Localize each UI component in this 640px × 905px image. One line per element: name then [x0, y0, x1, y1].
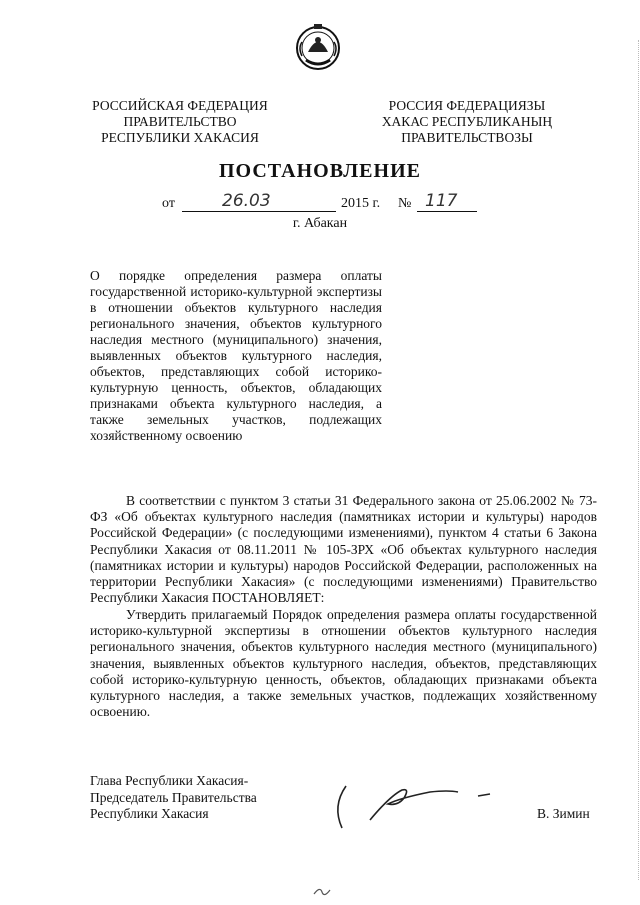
signatory-position-line-3: Республики Хакасия [90, 806, 209, 821]
header-left-line-1: РОССИЙСКАЯ ФЕДЕРАЦИЯ [92, 98, 268, 113]
signatory-name: В. Зимин [537, 806, 590, 821]
header-right-line-1: РОССИЯ ФЕДЕРАЦИЯЗЫ [388, 98, 546, 113]
header-right-line-2: ХАКАС РЕСПУБЛИКАНЫҢ [381, 114, 553, 129]
number-label: № [398, 196, 412, 211]
document-title: ПОСТАНОВЛЕНИЕ [219, 160, 421, 182]
handwritten-signature [330, 776, 500, 836]
date-year: 2015 г. [341, 196, 381, 211]
number-handwritten: 117 [425, 191, 458, 211]
scan-edge [636, 40, 639, 880]
page-mark-icon [306, 880, 336, 902]
subject-block: О порядке определения размера оплаты государственной историко-культурной экспертизы в отношении объектов культурного наследия регионального значения, объектов культурного наследия местного (муниципального) значения, выявленных объектов культурного наследия, объектов, представляющих собой историко-культурную ценность, объектов, обладающих признаками объекта культурного наследия, а также земельных участков, подлежащих хозяйственному освоению [90, 268, 382, 443]
header-left-line-3: РЕСПУБЛИКИ ХАКАСИЯ [101, 130, 259, 145]
header-left-line-2: ПРАВИТЕЛЬСТВО [123, 114, 237, 129]
city: г. Абакан [292, 216, 348, 231]
date-handwritten: 26.03 [222, 191, 271, 211]
coat-of-arms-icon [294, 22, 342, 76]
date-prefix: от [162, 196, 175, 211]
signatory-position-line-2: Председатель Правительства [90, 789, 257, 805]
signatory-position-line-1: Глава Республики Хакасия- [90, 773, 249, 788]
date-underline [182, 211, 336, 212]
header-right [378, 98, 556, 146]
header-left [90, 98, 270, 146]
body-paragraph-1: В соответствии с пунктом 3 статьи 31 Федерального закона от 25.06.2002 № 73-ФЗ «Об объектах культурного наследия (памятниках истории и культуры) народов Российской Федерации» (с последующими изменениями), пунктом 4 статьи 6 Закона Республики Хакасия от 08.11.2011 № 105-ЗРХ «Об объектах культурного наследия (памятниках истории и культуры) народов Российской Федерации, расположенных на территории Республики Хакасия» (с последующими изменениями) Правительство Республики Хакасия ПОСТАНОВЛЯЕТ: [90, 493, 597, 606]
header-right-line-3: ПРАВИТЕЛЬСТВОЗЫ [401, 130, 533, 145]
body-paragraph-2: Утвердить прилагаемый Порядок определения размера оплаты государственной историко-культурной экспертизы в отношении объектов культурного наследия регионального значения, объектов культурного наследия местного (муниципального) значения, выявленных объектов культурного наследия, объектов, представляющих собой историко-культурную ценность, объектов, обладающих признаками объекта культурного наследия, а также земельных участков, подлежащих хозяйственному освоению. [90, 607, 597, 720]
number-underline [417, 211, 477, 212]
signatory-position [90, 773, 257, 823]
